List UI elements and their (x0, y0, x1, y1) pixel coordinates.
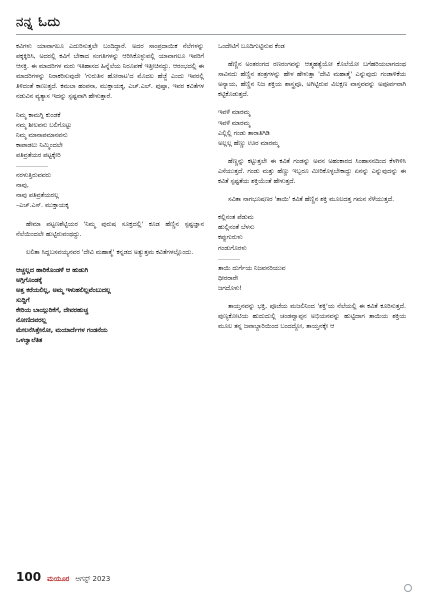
poem-line: ಕಲ್ಲಿನಂತ ಪೆಡುಮ (218, 214, 254, 222)
paragraph: ಸವಿತಾ ನಾಗಭೂಷಣರ 'ತಾಯಿ' ಕವಿತೆ ಹೆಣ್ಣಿನ ಶಕ್ತಿ ಮೂಲದತ್ತ ಗಮನ ಸೆಳೆಯುತ್ತದೆ. (228, 196, 395, 204)
paragraph: ತಾಯ್ತನವನ್ನು ಭಕ್ತಿ, ಪೂಜೆಯ ಮಜಲಿನಿಂದ 'ಶಕ್ತಿ'ಯ ನೆಲೆಯಲ್ಲಿ ಈ ಕವಿತೆ ಕೂರಿಸುತ್ತದೆ. ಪುಣ್ಯಕೋಟಿಯ ಹುದುದುಲ್ಲಿ ಚಂಡವ್ವಾಪ್ಪನ ಅಭಿಯನವನ್ನು ಹುಟ್ಟಿದಾಗ ತಾಯಿಯ ಶಕ್ತಿಯ ಮೂಲ ತನ್ನ ಜವಾಬ್ದಾರಿಯಿಂದ ಬಂದದ್ದೋ, ತಾಯ್ತನಕ್ಕೇ ಆ (218, 302, 406, 331)
poem-line: ಎಲ್ಲಿಲ್ಲಿ ಗಂಡು ತಾರಾತಿಗಿಡಿ (218, 129, 270, 137)
paragraph: ಹೆಣ್ಣಿನ ಅಂತರಂಗದ ರಣರಂಗವನ್ನು ಆತ್ಮಹತ್ಯೆಯೋ ಕೊಲೆಯೋ ಬಗೆಹರಿಯಲಾಗದಂಥ ಸಾವಿನದು ಹೆಣ್ಣಿನ ತಂತ್ರಗಳನ್ನು ಹೇಳ ಹೇಳುತ್ತಾ 'ದೇವಿ ಮಹಾತ್ಮೆ' ಎನ್ನುವುದು ಗಂಡಾಳಿಕೆಯ ಅನ್ಯಾಯ, ಹೆಣ್ಣಿನ ನಿಜ ಶಕ್ತಿಯ ಶಾಸ್ತ್ರವೂ, ಅಗಿಟ್ಟಿರುವ ವಿಲಕ್ಷಣ ವಾಸ್ತವವನ್ನು ಅಪೂರ್ವವಾಗಿ ಕಟ್ಟಿಕೊಡುತ್ತದೆ. (218, 61, 406, 99)
paragraph: ಹೆಣ್ಣನ್ನು ಕಟ್ಟುತ್ತಲೇ ಈ ಕವಿತೆ ಗಂಡನ್ನು ಅವನ ಅಹಂಕಾರದ ಸಿಂಹಾಸನದಿಂದ ಕೆಳಗಿಳಿಸಿ ಎಸೆಯುತ್ತದೆ. ಗಂಡು ಮತ್ತು ಹೆಣ್ಣು ಇಬ್ಬರೂ ಮೀರಿಕೊಳ್ಳಬೇಕಾದ್ದು ಏನನ್ನು ಎನ್ನುವುದನ್ನು ಈ ಕವಿತೆ ಸ್ಪಷ್ಟತೆಯ ಶಕ್ತಿಯೆಂತೆ ಹೇಳುತ್ತದೆ. (218, 157, 406, 186)
poem-excerpt (218, 213, 406, 294)
poem-line: ಧೀರರಾರೇ (218, 274, 239, 282)
page-footer (16, 570, 110, 584)
poem-line: ಕಾಪಾಡಲು ನಿಮ್ಮಿಂದಲೇ (16, 141, 63, 149)
section-header (16, 10, 61, 34)
header-divider (16, 34, 406, 35)
poem-line: ಕೇರಿಯ ಬಾಯ್ಗುರಿಕೆಗೆ, ದೇವರಹುಚ್ಚ (16, 307, 89, 315)
poem-excerpt (218, 108, 406, 148)
right-column (218, 42, 406, 340)
poem-line: ನೋಣಿದವರಲ್ಲ (16, 317, 47, 325)
poem-line: ಆಚ್ಚಲ್ಲದ ಹಾರಿಕೊಂಡಳೆ ಆ ಹುಡುಗಿ (16, 266, 89, 274)
page-number: 100 (16, 570, 42, 584)
poem-line: ಅತ್ತ ಕರೆಯಲಿಲ್ಲ, ಅಮ್ಮ ಇಳುಹಲಿಲ್ಲವೆಂಬುದಲ್ಲ (16, 286, 111, 294)
poem-line: ಹುಲ್ಲಿನಂತೆ ಬೆಳಸು (218, 224, 255, 232)
poem-line: –ಎಚ್.ಎಸ್. ಮುಕ್ತಾಯಕ್ಕ (16, 202, 69, 210)
poem-line: ಅಲ್ಲಲ್ಲ ಹೆಣ್ಣು ಊರ ಮಾರಮ್ಮ (218, 139, 279, 147)
poem-line: ಒಳಜ್ವಾಲೆತಿತ (16, 337, 43, 345)
paragraph: ಒಂದೇಟಿಗೆ ಬೂದಿಗುಟ್ಟಿನುವ ಕೆಂಡ (218, 43, 285, 50)
poem-excerpt (16, 111, 204, 212)
paragraph: ಹೇಮಾ ಪಟ್ಟಣಶೆಟ್ಟಿಯರ 'ನಿಮ್ಮ ಪುರುಷ ಸೂಕ್ತದಲ್ಲಿ' ಕೂಡ ಹೆಣ್ಣಿನ ಸ್ಪಷ್ಟಜ್ಞಾನ ನೆಲೆಯಿಂದಲೇ ಹುಟ್ಟಿರುವಂಥದ್ದು. (16, 220, 204, 238)
poem-line: ಅಗ್ಗಿಗೊಂಡಕ್ಕೆ (16, 276, 43, 284)
section-title: ನನ್ನ ಓದು (16, 14, 61, 30)
poem-line: ಕಪ್ಪುಗುರುಳು (218, 234, 243, 242)
poem-line: ........... (218, 254, 241, 262)
magazine-name: ಮಯೂರ (47, 574, 70, 583)
poem-line: ಪತಿವ್ರತೆಯರ ಪಟ್ಟಕ್ಕೇರಿ (16, 151, 61, 159)
poem-line: ನಿಮ್ಮ ಕಾಮಗ್ನಿ ಕುಂಡಕೆ (16, 111, 61, 119)
poem-line: ತಾಯಿ ದುರ್ಗೆಯ ನಿಜವನರಿಯುವ (218, 264, 286, 272)
poem-line: ಜಗದೊಳು! (218, 284, 242, 292)
poem-line: ಮೇಲನೆಸಿತ್ತೇನೋ, ಮಯಾರ್ದೆಗಳ ಗಂಡನೆಯ (16, 327, 108, 335)
issue-date: ಆಗಸ್ಟ್ 2023 (75, 575, 111, 583)
page-corner-circle-icon (404, 584, 412, 592)
poem-line: ನಾವು, (16, 182, 29, 190)
paragraph: ಕವಿಗಳು ಯಾವಾಗಲೂ ಎದುರಿಸುತ್ತಲೇ ಬಂದಿದ್ದಾರೆ. ಅದರ ಸಾಂಪ್ರದಾಯಿಕ ನೆಲೆಗಳನ್ನು ಪಕ್ಕಕ್ಕಿರಿಸಿ, ಅದರಲ್ಲಿ ಕವಿಗೆ ಬೇಕಾದ ಸಂಗತಿಗಳನ್ನು ಆರಿಸಿಕೊಳ್ಳುವಲ್ಲಿ ಯಾವಾಗಲೂ ಇವರಿಗೆ ಆಸಕ್ತಿ. ಈ ಮಾದರಿಗಳ ಮರು ಇತಿಹಾಸದ ಹಿನ್ನೆಲೆಯ ನಿರೂಪಣೆ ಇತ್ತೀಚಿನದ್ದು. ಆರಂಭದಲ್ಲಿ ಈ ಮಾದರಿಗಳನ್ನು ನಿರಾಕರಿಸುವುದೇ 'ಗುರುತಿನ ಹೋರಾಟ'ದ ಮೊದಲ ಹೆಜ್ಜೆ ಎಂದು ಇವರಲ್ಲಿ ತಿಳಿದಂತೆ ಕಾಣುತ್ತದೆ. ಕಮಲಾ ಹಂಪನಾ, ಮುಕ್ತಾಯಕ್ಕ, ಎಚ್.ಎಲ್. ಪುಷ್ಪಾ, ಇವರ ಕವಿತೆಗಳ ನಡುವಿನ ವ್ಯತ್ಯಾಸ ಇದನ್ನು ಸ್ಪಷ್ಟವಾಗಿ ಹೇಳುತ್ತಾರೆ. (16, 43, 204, 101)
poem-line: ಗಂಡುಗೊರಳು (218, 244, 247, 252)
poem-line: ನಿಮ್ಮ ಮಾನಾಪಮಾನವನು (16, 131, 68, 139)
poem-line: ನಮ್ಮ ಶೀಲವನು ಬಲಿಗೊಟ್ಟು (16, 121, 72, 129)
poem-line: ಸುದ್ದಿಗೆ (16, 297, 30, 305)
poem-line: ನಾವು ಪತಿವ್ರತೆಯರಲ್ಲ (16, 192, 59, 200)
left-column (16, 42, 204, 355)
poem-line: ನರಳುತ್ತಿರುವವರು (16, 172, 51, 180)
poem-line: ಇವಳೆ ಮಾರಮ್ಮ (218, 109, 251, 117)
poem-line: ಇವಳೆ ಮಾರಮ್ಮ (218, 119, 251, 127)
poem-excerpt (16, 266, 204, 347)
paragraph: ಲಲಿತಾ ಸಿದ್ದಬಸವಯ್ಯನವರ 'ದೇವಿ ಮಹಾತ್ಮೆ' ಕನ್ನಡದ ಅತ್ಯುತ್ತಮ ಕವಿತೆಗಳಲ್ಲೊಂದು. (26, 248, 194, 256)
poem-line: ................ (16, 162, 49, 170)
